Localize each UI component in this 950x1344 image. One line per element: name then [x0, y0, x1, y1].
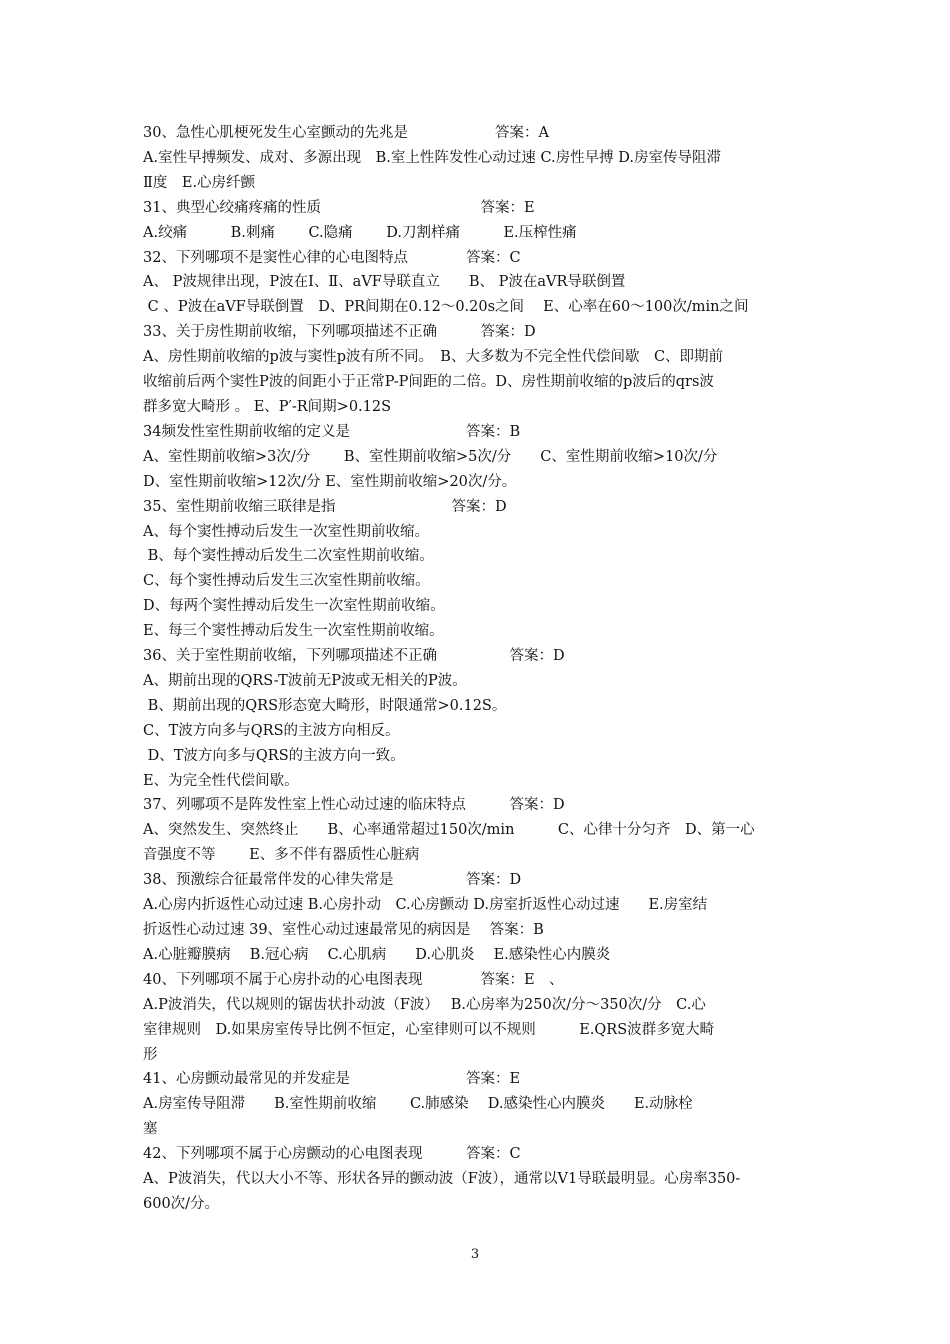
text-line: A、室性期前收缩>3次/分 B、室性期前收缩>5次/分 C、室性期前收缩>10次/分	[143, 448, 718, 465]
text-line: 折返性心动过速 39、室性心动过速最常见的病因是 答案：B	[143, 922, 544, 938]
text-line: 30、急性心肌梗死发生心室颤动的先兆是 答案：A	[143, 125, 549, 141]
text-line: A.心房内折返性心动过速 B.心房扑动 C.心房颤动 D.房室折返性心动过速 E.房室结	[143, 897, 708, 914]
text-line: 音强度不等 E、多不伴有器质性心脏病	[143, 847, 420, 864]
text-line: 33、关于房性期前收缩，下列哪项描述不正确 答案：D	[143, 324, 536, 341]
text-line: 600次/分。	[143, 1195, 220, 1212]
text-line: 形	[143, 1046, 158, 1063]
text-line: B、每个窦性搏动后发生二次室性期前收缩。	[143, 548, 434, 565]
text-line: 收缩前后两个窦性P波的间距小于正常P-P间距的二倍。D、房性期前收缩的p波后的qrs波	[143, 374, 714, 391]
text-line: 34频发性室性期前收缩的定义是 答案：B	[143, 423, 521, 440]
text-line: 室律规则 D.如果房室传导比例不恒定，心室律则可以不规则 E.QRS波群多宽大畸	[143, 1021, 715, 1038]
text-line: A.P波消失，代以规则的锯齿状扑动波（F波） B.心房率为250次/分～350次/分 C.心	[143, 996, 706, 1013]
text-line: 40、下列哪项不属于心房扑动的心电图表现 答案：E 、	[143, 971, 564, 988]
text-line: 37、列哪项不是阵发性室上性心动过速的临床特点 答案：D	[143, 797, 565, 814]
text-line: E、每三个窦性搏动后发生一次室性期前收缩。	[143, 623, 444, 640]
text-line: D、室性期前收缩>12次/分 E、室性期前收缩>20次/分。	[143, 473, 517, 490]
text-line: A.房室传导阻滞 B.室性期前收缩 C.肺感染 D.感染性心内膜炎 E.动脉栓	[143, 1096, 693, 1113]
text-line: A、 P波规律出现，P波在Ⅰ、Ⅱ、aVF导联直立 B、 P波在aVR导联倒置	[143, 274, 626, 291]
text-line: Ⅱ度 E.心房纤颤	[143, 174, 256, 191]
text-line: A、房性期前收缩的p波与窦性p波有所不同。 B、大多数为不完全性代偿间歇 C、即期前	[143, 349, 724, 366]
text-line: 38、预激综合征最常伴发的心律失常是 答案：D	[143, 872, 522, 889]
text-line: D、T波方向多与QRS的主波方向一致。	[143, 747, 405, 764]
text-line: E、为完全性代偿间歇。	[143, 772, 299, 789]
text-line: D、每两个窦性搏动后发生一次室性期前收缩。	[143, 598, 445, 615]
page-number: 3	[470, 1247, 480, 1262]
text-line: A、P波消失，代以大小不等、形状各异的颤动波（F波），通常以V1导联最明显。心房率350-	[143, 1171, 741, 1188]
text-line: A、期前出现的QRS-T波前无P波或无相关的P波。	[143, 672, 467, 689]
text-line: 41、心房颤动最常见的并发症是 答案：E	[143, 1071, 521, 1088]
text-line: A.绞痛 B.刺痛 C.隐痛 D.刀割样痛 E.压榨性痛	[143, 224, 577, 241]
text-line: 群多宽大畸形 。 E、P′-R间期>0.12S	[143, 398, 392, 415]
text-line: 42、下列哪项不属于心房颤动的心电图表现 答案：C	[143, 1146, 521, 1163]
text-line: 塞	[143, 1121, 158, 1138]
text-line: C 、P波在aVF导联倒置 D、PR间期在0.12～0.20s之间 E、心率在60～100次/min之间	[143, 299, 749, 316]
text-line: 36、关于室性期前收缩，下列哪项描述不正确 答案：D	[143, 648, 565, 665]
text-line: C、T波方向多与QRS的主波方向相反。	[143, 722, 400, 739]
text-line: A.心脏瓣膜病 B.冠心病 C.心肌病 D.心肌炎 E.感染性心内膜炎	[143, 946, 611, 963]
text-line: 31、典型心绞痛疼痛的性质 答案：E	[143, 199, 535, 216]
text-line: A、突然发生、突然终止 B、心率通常超过150次/min C、心律十分匀齐 D、第一心	[143, 822, 755, 839]
text-line: A、每个窦性搏动后发生一次室性期前收缩。	[143, 523, 429, 540]
text-line: 32、下列哪项不是窦性心律的心电图特点 答案：C	[143, 249, 521, 266]
text-line: 35、室性期前收缩三联律是指 答案：D	[143, 498, 507, 515]
question-list	[143, 121, 823, 1217]
text-line: B、期前出现的QRS形态宽大畸形，时限通常>0.12S。	[143, 697, 507, 714]
text-line: C、每个窦性搏动后发生三次室性期前收缩。	[143, 573, 430, 590]
text-line: A.室性早搏频发、成对、多源出现 B.室上性阵发性心动过速 C.房性早搏 D.房室传导阻滞	[143, 149, 721, 166]
